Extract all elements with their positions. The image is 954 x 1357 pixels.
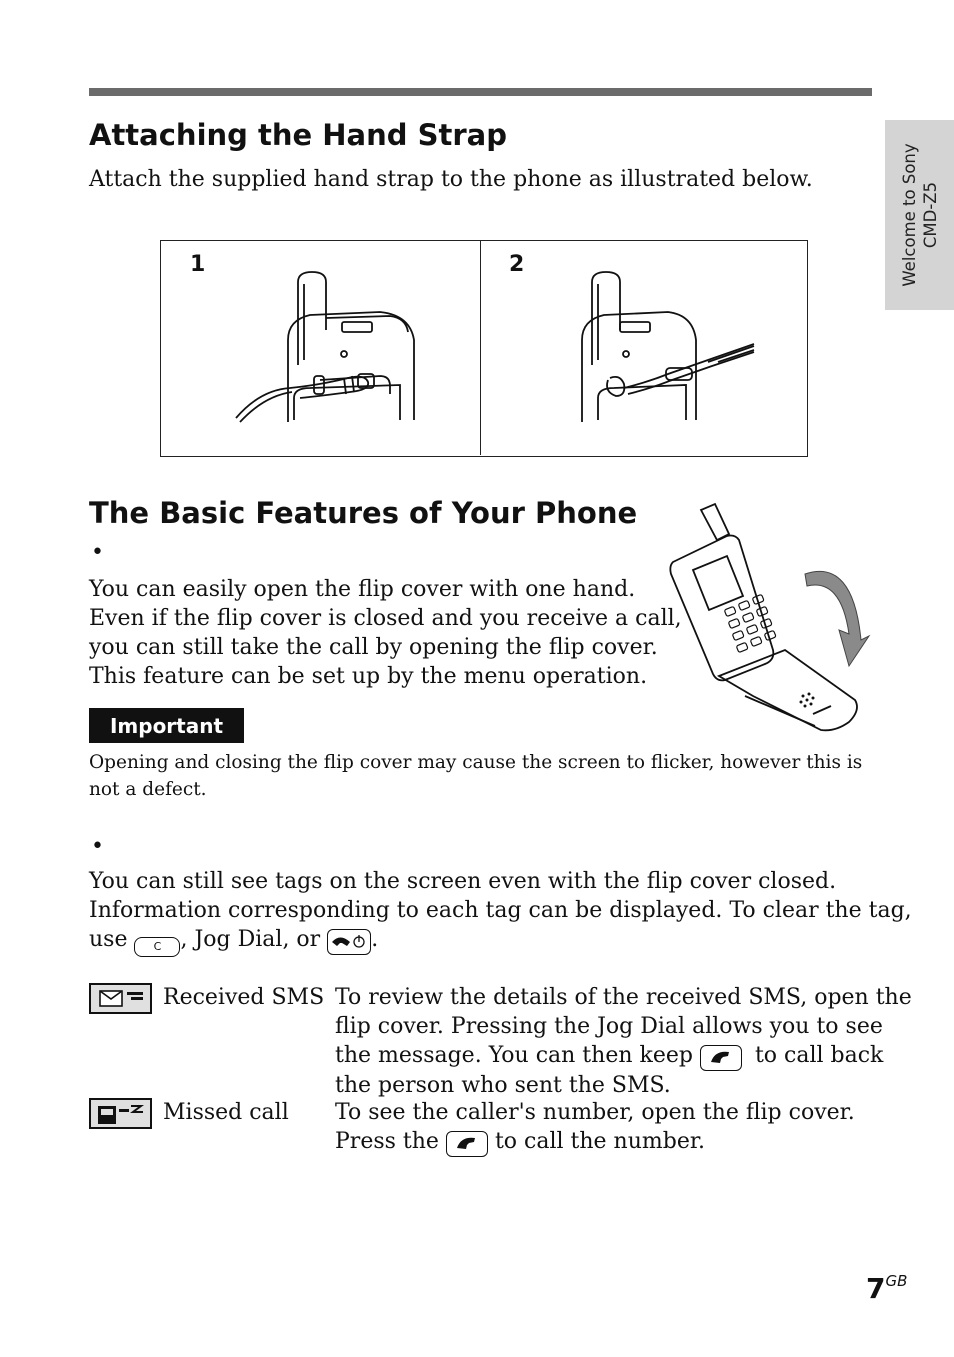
end-power-key-icon [327, 929, 371, 955]
sms-desc-text: the message. You can then keep [335, 1043, 693, 1068]
page-number [866, 1272, 907, 1305]
missed-call-label: Missed call [163, 1100, 289, 1125]
para1-line: Even if the flip cover is closed and you receive a call, [89, 606, 682, 631]
missed-desc-line [335, 1127, 855, 1157]
para2-line: You can still see tags on the screen even with the flip cover closed. [89, 869, 837, 894]
top-rule [89, 88, 872, 96]
flip-phone-illustration [665, 500, 875, 740]
important-badge: Important [89, 708, 244, 743]
side-tab-line2: CMD-Z5 [920, 181, 940, 249]
step-number-1: 1 [190, 252, 206, 277]
missed-desc-text: Press the [335, 1129, 439, 1154]
para1-line: you can still take the call by opening the flip cover. [89, 635, 658, 660]
envelope-icon [89, 983, 152, 1014]
jog-dial-text: , Jog Dial, or [180, 927, 321, 952]
sms-desc-text: to call back [754, 1043, 884, 1068]
step-number-2: 2 [509, 252, 525, 277]
strap-step1-illustration [230, 270, 430, 425]
received-sms-description [335, 983, 912, 1100]
received-sms-label: Received SMS [163, 985, 325, 1010]
clear-key-label: C [153, 940, 162, 953]
send-key-icon [446, 1131, 488, 1157]
period-text: . [371, 927, 379, 952]
page-number-suffix: GB [885, 1272, 908, 1290]
para2-line: Information corresponding to each tag can be displayed. To clear the tag, [89, 898, 912, 923]
side-tab-line1: Welcome to Sony [899, 143, 919, 287]
side-tab-label [885, 120, 954, 310]
send-key-icon [700, 1045, 742, 1071]
missed-call-icon [89, 1098, 152, 1129]
missed-desc-line: To see the caller's number, open the flip cover. [335, 1100, 855, 1125]
missed-call-description [335, 1098, 855, 1157]
section2-title: The Basic Features of Your Phone [89, 496, 638, 530]
page-number-value: 7 [866, 1272, 886, 1305]
sms-desc-line: flip cover. Pressing the Jog Dial allows you to see [335, 1014, 883, 1039]
section1-title: Attaching the Hand Strap [89, 118, 508, 152]
side-tab [885, 120, 954, 310]
use-text: use [89, 927, 128, 952]
sms-desc-line [335, 1041, 912, 1071]
missed-desc-text: to call the number. [494, 1129, 705, 1154]
para1-line: This feature can be set up by the menu operation. [89, 664, 648, 689]
figure-divider [480, 241, 481, 455]
flip-cover-paragraph [89, 575, 682, 691]
bullet-1: • [91, 540, 104, 565]
para2-line-keys [89, 925, 912, 957]
end-call-icon [328, 930, 368, 952]
sms-desc-line: the person who sent the SMS. [335, 1073, 671, 1098]
para1-line: You can easily open the flip cover with one hand. [89, 577, 636, 602]
strap-step2-illustration [568, 270, 768, 425]
phone-handset-icon [701, 1046, 739, 1068]
sms-desc-line: To review the details of the received SMS, open the [335, 985, 912, 1010]
clear-key-icon [134, 937, 180, 957]
section1-intro: Attach the supplied hand strap to the phone as illustrated below. [89, 167, 813, 192]
important-note: Opening and closing the flip cover may cause the screen to flicker, however this is not a defect. [89, 752, 863, 800]
phone-handset-icon [447, 1132, 485, 1154]
tags-paragraph [89, 867, 912, 957]
bullet-2: • [91, 834, 104, 859]
